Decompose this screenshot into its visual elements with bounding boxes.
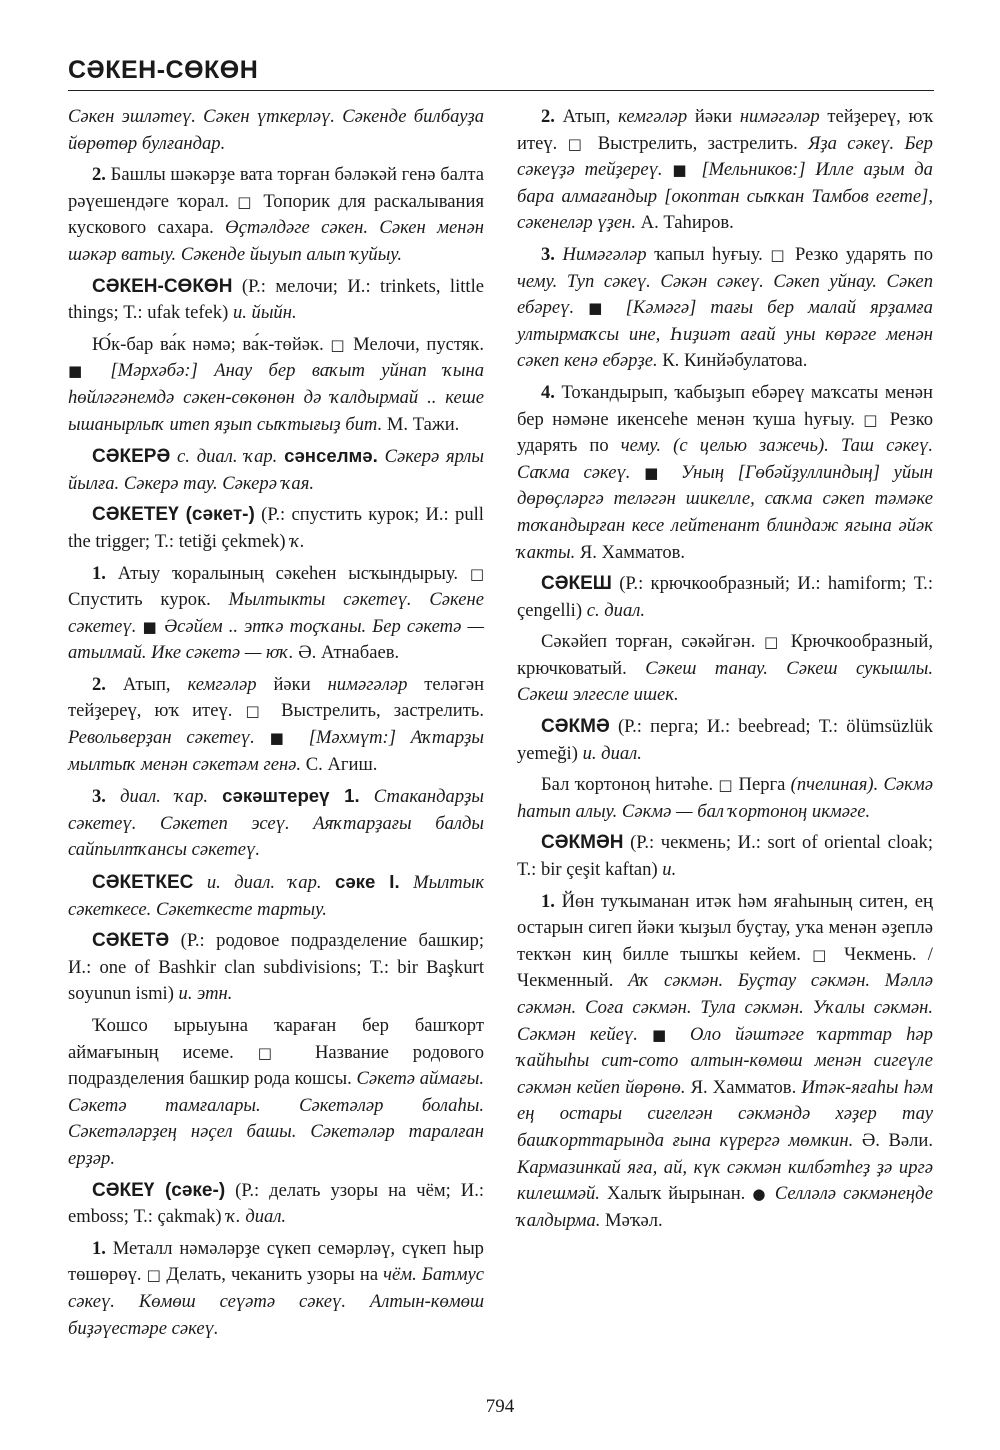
quote-marker-icon: ■: [652, 1025, 676, 1044]
headword: СӘКЕРӘ: [92, 446, 171, 468]
equivalents: (Р.: мелочи; И.: trinkets, little things; Т.: ufak tefek): [68, 275, 484, 324]
definition-text: Сәкәйеп торған, сәкәйгән.: [541, 631, 756, 653]
translation-text: Выстрелить, застрелить.: [597, 132, 798, 154]
quote-author: Я. Хамматов.: [690, 1076, 797, 1098]
running-head: СӘКЕН-СӨКӨН: [68, 56, 259, 84]
headword: СӘКЕТӘ: [92, 930, 170, 952]
translation-marker-icon: □: [257, 1043, 292, 1062]
definition-text: Башлы шәкәрҙе вата торған бәләкәй генә балта рәүешендәге ҡорал.: [68, 164, 484, 212]
definition-text: йәки: [273, 673, 311, 695]
sense-paragraph: [68, 561, 484, 667]
part-of-speech: диал. ҡар.: [120, 786, 209, 808]
example-text: Сәкен эшләтеү. Сәкен үткерләү. Сәкенде билбауҙа йөрөтөр булғандар.: [68, 106, 484, 154]
quote-marker-icon: ■: [142, 617, 159, 636]
quote-marker-icon: ■: [269, 729, 294, 748]
quote-marker-icon: ■: [588, 299, 612, 318]
sense-number: 1.: [92, 562, 106, 584]
example-text: Өҫтәлдәге сәкен. Сәкен менән шәкәр ватыу. Сәкенде йыуып алып ҡуйыу.: [68, 217, 484, 265]
sense-number: 2.: [92, 164, 106, 186]
quote-author: А. Таһиров.: [640, 212, 734, 234]
example-text: Мылтыкты сәкетеү. Сәкене сәкетеү.: [68, 589, 484, 637]
definition-text: Металл нәмәләрҙе сүкеп семәрләү, сүкеп һыр төшөрөү.: [68, 1237, 484, 1286]
part-of-speech: с. диал. ҡар.: [177, 446, 278, 468]
example-text: Туп сәкеү. Сәкән сәкеү. Сәкеп уйнау. Сәкеп ебәреү.: [517, 270, 933, 319]
proverb-marker-icon: ●: [752, 1185, 768, 1204]
example-text: Батмус сәкеү. Көмөш сеүәтә сәкеү. Алтын-көмөш биҙәүестәре сәкеү.: [68, 1264, 484, 1339]
cross-reference: сәке I.: [335, 871, 400, 893]
quote-author: С. Агиш.: [305, 753, 378, 775]
translation-text: Название родового подразделения башкир рода кошсы.: [68, 1041, 484, 1090]
equivalents: (Р.: спустить курок; И.: pull the trigger; Т.: tetiği çekmek): [68, 504, 484, 552]
sense-paragraph: [68, 672, 484, 778]
quotation: [Кәмәгә] тағы бер малай ярҙамға ултырмаҡсы ине, Һиҙиәт ағай уны көрәге менән сәкеп кенә ебәрҙе.: [517, 297, 933, 372]
proverb-source: Мәҡәл.: [605, 1209, 663, 1231]
sense-paragraph: [68, 1236, 484, 1342]
translation-marker-icon: □: [469, 564, 485, 583]
translation-marker-icon: □: [812, 945, 833, 964]
part-of-speech: и. диал.: [582, 742, 642, 764]
example-text: Револьверҙан сәкетеү.: [68, 727, 255, 749]
entry-paragraph: [68, 104, 484, 157]
definition-italic: кемгәләр: [618, 106, 688, 127]
translation-marker-icon: □: [764, 633, 783, 652]
part-of-speech: ҡ. диал.: [226, 1206, 287, 1228]
translation-text: Топорик для раскалывания кускового сахара.: [68, 190, 484, 239]
definition-text: ҡапыл һуғыу.: [654, 243, 763, 265]
quote-marker-icon: ■: [672, 161, 692, 180]
translation-italic: чему.: [517, 270, 558, 292]
translation-text: Мелочи, пустяк.: [353, 333, 484, 355]
equivalents: (Р.: чекмень; И.: sort of oriental cloak; Т.: bir çeşit kaftan): [517, 832, 933, 881]
quotation: Әсәйем .. этҡә тоҫҡаны. Бер сәкетә — атылмай. Ике сәкетә — юҡ.: [68, 615, 484, 664]
quotation: Итәк-яғаһы һәм ең остары сигелгән сәкмәндә хәҙер тау башҡорттарында ғына күрергә мөмкин.: [517, 1076, 933, 1151]
dictionary-entry: [68, 502, 484, 555]
sense-paragraph: [68, 783, 484, 864]
translation-text: Спустить курок.: [68, 589, 211, 611]
translation-text: Резко ударять по: [517, 408, 933, 457]
definition-text: йәки: [694, 106, 733, 127]
example-text: Мылтык сәкеткесе. Сәкеткесте тартыу.: [68, 872, 485, 920]
quotation: Уның [Гөбәйҙуллиндың] уйын дөрөҫләргә теләгән шикелле, саҡма сәкеп тәмәке тоҡандырған кесе лейтенант блиндаж ягына әйәк ҡакты.: [517, 461, 933, 563]
sense-paragraph: [517, 242, 933, 375]
sense-paragraph: [68, 162, 484, 268]
translation-text: Чекмень. / Чекменный.: [517, 943, 933, 992]
sense-number: 2.: [541, 106, 555, 127]
page-number: 794: [485, 1396, 515, 1417]
sense-paragraph: [517, 772, 933, 825]
header-rule: [68, 90, 934, 91]
sense-paragraph: [517, 380, 933, 566]
translation-marker-icon: □: [718, 776, 734, 795]
sense-number: 1.: [92, 1237, 106, 1259]
translation-text: Резко ударять по: [795, 243, 933, 265]
quote-marker-icon: ■: [644, 463, 668, 482]
sense-number: 1.: [541, 890, 555, 912]
definition-text: Ҡошсо ырыуына ҡараған бер башҡорт аймағының исеме.: [68, 1015, 484, 1063]
example-text: Сәкмә һатып алыу. Сәкмә — бал ҡортоноң икмәге.: [517, 774, 933, 822]
example-text: Яҙа сәкеү. Бер сәкеүҙә тейҙереү.: [517, 132, 933, 181]
definition-text: Атып,: [562, 106, 611, 127]
translation-text: Перга: [738, 774, 786, 796]
dictionary-entry: [517, 830, 933, 883]
translation-italic: (пчелиная).: [790, 774, 879, 796]
part-of-speech: и. диал. ҡар.: [206, 872, 322, 894]
headword: СӘКЕҮ (сәке-): [92, 1179, 226, 1201]
sense-number: 2.: [92, 673, 106, 695]
translation-marker-icon: □: [863, 410, 882, 429]
headword: СӘКЕШ: [541, 573, 612, 595]
cross-reference: сәкәштереү 1.: [222, 785, 360, 807]
definition-text: Атып,: [122, 673, 171, 695]
definition-text: Бал ҡортоноң һитәһе.: [541, 774, 714, 796]
quote-author: Я. Хамматов.: [579, 541, 686, 563]
translation-marker-icon: □: [237, 192, 256, 211]
sense-number: 3.: [92, 786, 106, 808]
definition-text: Атыу ҡоралының сәкеһен ысҡындырыу.: [117, 562, 458, 584]
sense-paragraph: [68, 1013, 484, 1173]
definition-italic: нимәгәләр: [327, 673, 408, 695]
headword: СӘКМӘ: [541, 716, 610, 738]
equivalents: (Р.: делать узоры на чём; И.: emboss; Т.: çakmak): [68, 1179, 485, 1228]
equivalents: (Р.: родовое подразделение башкир; И.: one of Bashkir clan subdivisions; Т.: bir Başkurt soyunun ismi): [68, 930, 484, 1005]
sense-number: 3.: [541, 243, 555, 265]
translation-marker-icon: □: [330, 335, 347, 354]
part-of-speech: с. диал.: [586, 599, 646, 621]
dictionary-entry: [517, 571, 933, 624]
translation-marker-icon: □: [770, 245, 788, 264]
example-text: Аҡ сәкмән. Буҫтау сәкмән. Мәллә сәкмән. Соға сәкмән. Тула сәкмән. Уҡалы сәкмән. Сәкмән кейеү.: [517, 970, 933, 1045]
definition-text: Йөн туҡыманан итәк һәм яғаһының ситен, ең остарын сигеп йәки ҡыҙыл буҫтау, уҡа менән әҙеплә текҡән киң билле тышҡы кейем.: [517, 890, 933, 965]
quote-author: М. Тажи.: [386, 413, 460, 435]
definition-text: тейҙереү, юҡ итеү.: [517, 106, 934, 154]
proverb: Селләлә сәкмәнеңде ҡалдырма.: [517, 1183, 933, 1231]
translation-marker-icon: □: [245, 702, 269, 721]
translation-italic: чём.: [383, 1264, 417, 1286]
quote-author: Ә. Вәли.: [861, 1129, 933, 1151]
quotation: [Мәрхәбә:] Анау бер ваҡыт уйнап ҡына һөйләгәнемдә сәкен-сөкөнөн дә ҡалдырмай .. кеше ышанырлыҡ итеп яҙып сыҡтығыҙ бит.: [68, 360, 484, 435]
part-of-speech: и.: [662, 859, 677, 881]
quote-author: Халыҡ йырынан.: [606, 1183, 746, 1205]
equivalents: (Р.: крючкообразный; И.: hamiform; Т.: çengelli): [517, 573, 933, 621]
sense-paragraph: [68, 332, 484, 438]
quotation: [Мәхмүт:] Аҡтарҙы мылтыҡ менән сәкетәм генә.: [68, 727, 485, 775]
translation-text: Выстрелить, застрелить.: [281, 700, 484, 722]
dictionary-entry: [68, 443, 484, 497]
example-text: Сәкетә аймағы. Сәкетә тамғалары. Сәкетәләр болаһы. Сәкетәләрҙең нәҫел башы. Сәкетәләр таралған ерҙәр.: [68, 1068, 484, 1169]
definition-text: теләгән тейҙереү, юҡ итеү.: [68, 673, 485, 722]
example-text: Сәкеш танау. Сәкеш сукышлы. Сәкеш элгесле ишек.: [517, 657, 933, 706]
headword: СӘКЕН-СӨКӨН: [92, 275, 233, 297]
headword: СӘКМӘН: [541, 832, 624, 854]
equivalents: (Р.: перга; И.: beebread; Т.: ölümsüzlük yemeği): [517, 716, 933, 764]
dictionary-entry: [68, 1178, 484, 1231]
headword: СӘКЕТЕҮ (сәкет-): [92, 504, 255, 526]
quote-marker-icon: ■: [68, 362, 94, 381]
sense-paragraph: [517, 889, 933, 1235]
part-of-speech: и. йыйн.: [232, 302, 297, 324]
quote-author: Ә. Атнабаев.: [298, 642, 400, 664]
sense-paragraph: [517, 629, 933, 709]
example-text: Сәкерә ярлы йылға. Сәкерә тау. Сәкерә ҡая.: [68, 446, 484, 494]
dictionary-entry: [68, 928, 484, 1008]
translation-marker-icon: □: [567, 134, 588, 153]
definition-text: Тоҡандырып, ҡабыҙып ебәреү маҡсаты менән бер нәмәне икенсеһе менән ҡуша һуғыу.: [517, 381, 933, 430]
example-text: Таш сәкеү. Саҡма сәкеү.: [517, 435, 934, 483]
dictionary-entry: [517, 714, 933, 767]
definition-italic: нимәгәләр: [739, 106, 820, 127]
translation-text: Делать, чеканить узоры на: [166, 1264, 379, 1286]
right-column: [517, 104, 933, 1239]
sense-number: 4.: [541, 381, 555, 403]
definition-text: Ю́к-бар ва́к нәмә; ва́к-төйәк.: [92, 333, 324, 355]
definition-italic: кемгәләр: [187, 673, 257, 695]
headword: СӘКЕТКЕС: [92, 872, 194, 894]
sense-paragraph: [517, 104, 933, 237]
dictionary-entry: [68, 869, 484, 923]
example-text: Стакандарҙы сәкетеү. Сәкетеп эсеү. Аяҡтарҙағы балды сайпылтҡансы сәкетеү.: [68, 786, 485, 861]
part-of-speech: ҡ.: [290, 530, 305, 552]
translation-text: Крючкообразный, крючковатый.: [517, 631, 933, 679]
translation-italic: чему. (с целью зажечь).: [620, 435, 829, 457]
part-of-speech: и. этн.: [178, 983, 233, 1005]
cross-reference: сәнселмә.: [284, 445, 378, 467]
quotation: [Мельников:] Илле аҙым да бара алмағандыр [окоптан сыҡкан Тамбов егете], сәкенеләр үҙен.: [517, 159, 933, 234]
definition-italic: Нимәгәләр: [562, 243, 647, 265]
translation-marker-icon: □: [146, 1266, 162, 1285]
left-column: [68, 104, 484, 1347]
quote-author: К. Кинйәбулатова.: [662, 350, 808, 372]
dictionary-entry: [68, 274, 484, 327]
quotation: Оло йәштәге ҡарттар һәр ҡайһыһы сит-сото алтын-көмөш менән сигеүле сәкмән кейеп йөрөнө.: [517, 1023, 933, 1098]
quotation: Кармазинкай яға, ай, күк сәкмән килбәтһеҙ ҙә иргә килешмәй.: [517, 1156, 933, 1205]
